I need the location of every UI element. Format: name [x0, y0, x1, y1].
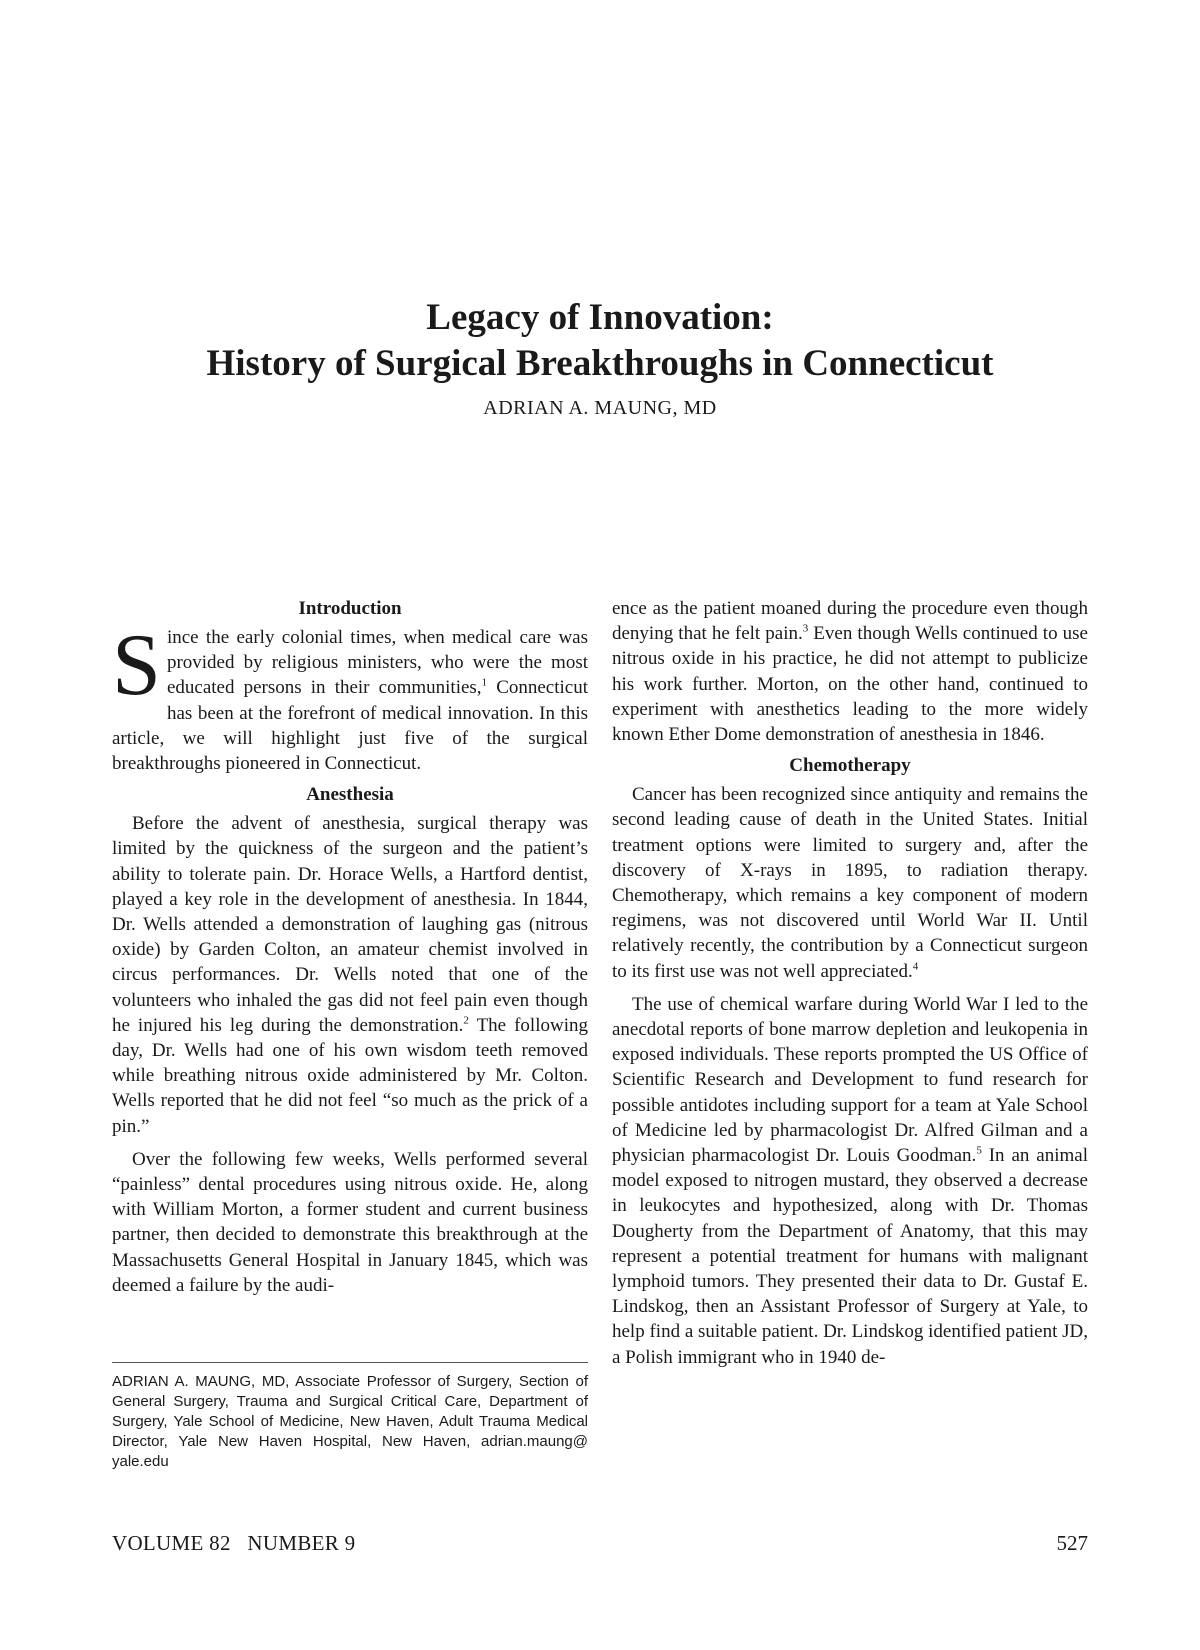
footnote-divider — [112, 1362, 588, 1363]
chemo-text-2b: In an animal model exposed to nitrogen mustard, they observed a decrease in leukocytes and hypothesized, along with Dr. Thomas Dougherty from the Department of Anatomy, that this may represent a potential treatment for humans with malignant lymphoid tumors. They presented their data to Dr. Gustaf E. Lindskog, then an Assistant Professor of Surgery at Yale, to help find a suitable patient. Dr. Lindskog identified patient JD, a Polish immigrant who in 1940 de- — [612, 1145, 1089, 1368]
chemo-text-1a: Cancer has been recognized since antiquity and remains the second leading cause of death in the United States. Initial treatment options were limited to surgery and, after the discovery of X-rays in 1895, to radiation therapy. Chemotherapy, which remains a key component of modern regimens, was not discovered until World War II. Until relatively recently, the contribution by a Connecticut surgeon to its first use was not well appreciated. — [612, 784, 1088, 982]
anesthesia-paragraph-1 — [112, 811, 588, 1139]
anesthesia-text-1b: The following day, Dr. Wells had one of his own wisdom teeth removed while breathing nitrous oxide administered by Mr. Colton. Wells reported that he did not feel “so much as the prick of a pin.” — [112, 1014, 588, 1137]
title-line-2: History of Surgical Breakthroughs in Connecticut — [206, 343, 994, 384]
heading-chemotherapy: Chemotherapy — [789, 755, 911, 777]
author-byline: ADRIAN A. MAUNG, MD — [483, 397, 717, 419]
author-footnote — [112, 1372, 588, 1472]
chemotherapy-paragraph-1 — [612, 782, 1088, 984]
continued-text-a: ence as the patient moaned during the procedure even though denying that he felt pain. — [612, 598, 1088, 645]
footnote-ref-1: 1 — [481, 677, 488, 690]
heading-anesthesia: Anesthesia — [306, 784, 394, 806]
footnote-ref-2: 2 — [463, 1014, 469, 1027]
intro-text-1: ince the early colonial times, when medical care was provided by religious ministers, who were the most educated persons in their communities, — [166, 627, 588, 699]
chemotherapy-paragraph-2 — [612, 992, 1088, 1370]
continued-text-b: Even though Wells continued to use nitrous oxide in his practice, he did not attempt to publicize his work further. Morton, on the other hand, continued to experiment with anesthetics leading to the more widely known Ether Dome demonstration of anesthesia in 1846. — [612, 623, 1088, 746]
intro-text-2: Connecticut has been at the forefront of medical innovation. In this article, we will highlight just five of the surgical breakthroughs pioneered in Connecticut. — [112, 677, 589, 775]
left-column — [112, 596, 588, 1298]
anesthesia-text-1a: Before the advent of anesthesia, surgical therapy was limited by the quickness of the surgeon and the patient’s ability to tolerate pain. Dr. Horace Wells, a Hartford dentist, played a key role in the development of anesthesia. In 1844, Dr. Wells attended a demonstration of laughing gas (nitrous oxide) by Garden Colton, an amateur chemist involved in circus performances. Dr. Wells noted that one of the volunteers who inhaled the gas did not feel pain even though he injured his leg during the demonstration. — [112, 813, 588, 1036]
footnote-ref-5: 5 — [976, 1144, 982, 1157]
journal-volume: VOLUME 82 NUMBER 9 — [112, 1531, 356, 1555]
right-column — [612, 596, 1088, 1370]
article-title — [0, 295, 1200, 387]
footnote-author: ADRIAN A. MAUNG, MD, — [112, 1373, 290, 1390]
chemo-text-2a: The use of chemical warfare during World War I led to the anecdotal reports of bone marrow depletion and leukopenia in exposed individuals. These reports prompted the US Office of Scientific Research and Development to fund research for possible antidotes including support for a team at Yale School of Medicine led by pharmacologist Dr. Alfred Gilman and a physician pharmacologist Dr. Louis Goodman. — [612, 993, 1088, 1167]
title-line-1: Legacy of Innovation: — [426, 297, 774, 338]
page-number: 527 — [1056, 1531, 1088, 1555]
intro-paragraph — [112, 617, 589, 776]
footnote-ref-3: 3 — [802, 622, 809, 635]
footnote-ref-4: 4 — [912, 960, 919, 973]
footnote-text: Associate Professor of Surgery, Section of General Surgery, Trauma and Surgical Critical Care, Department of Surgery, Yale School of Medicine, New Haven, Adult Trauma Medical Director, Yale New Haven Hospital, New Haven, adrian.maung@ yale.edu — [112, 1373, 588, 1470]
heading-introduction: Introduction — [298, 598, 402, 619]
anesthesia-continued-paragraph — [612, 596, 1088, 747]
anesthesia-paragraph-2: Over the following few weeks, Wells performed several “painless” dental procedures using nitrous oxide. He, along with William Morton, a former student and current business partner, then decided to demonstrate this breakthrough at the Massachusetts General Hospital in January 1845, which was deemed a failure by the audi- — [112, 1148, 588, 1296]
drop-cap: S — [112, 617, 161, 714]
